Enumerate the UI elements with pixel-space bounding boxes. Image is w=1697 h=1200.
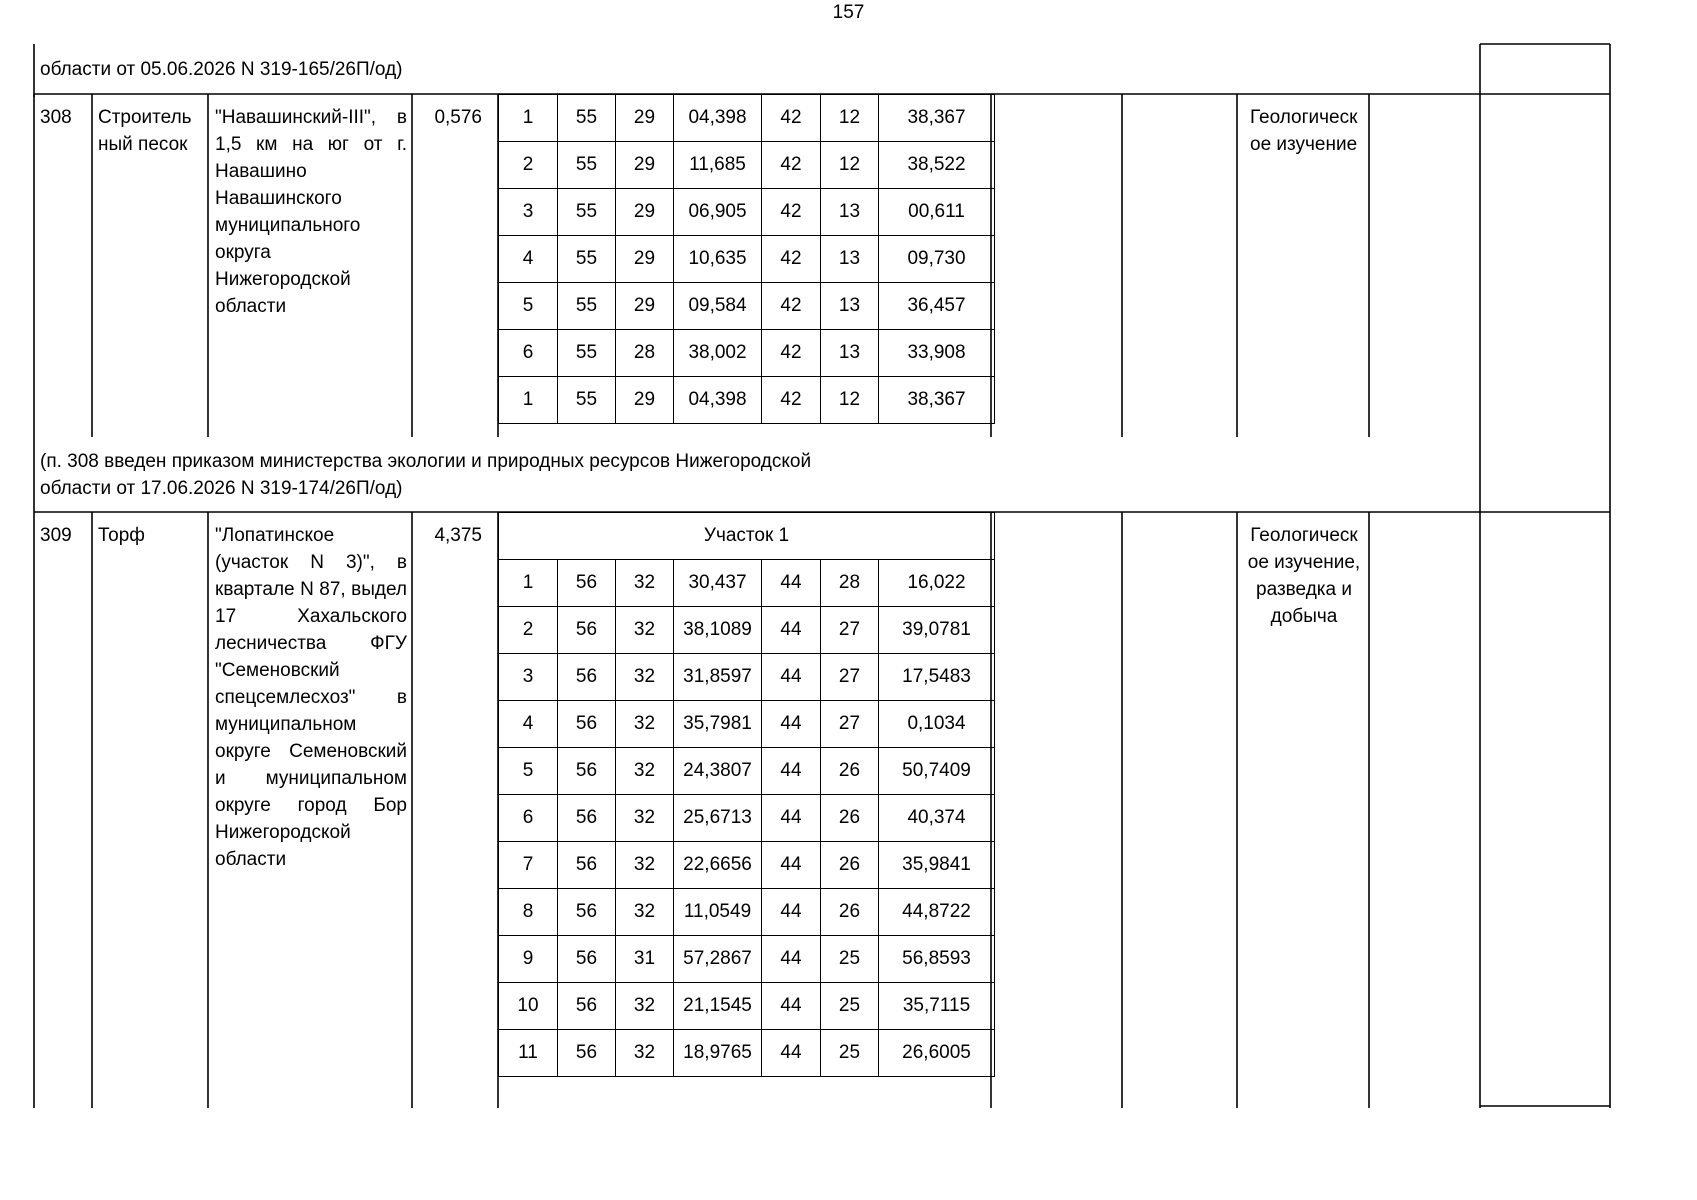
table-row bbox=[499, 889, 995, 936]
coord-cell-lat-deg: 55 bbox=[558, 189, 616, 236]
coord-cell-lon-sec: 39,0781 bbox=[879, 607, 995, 654]
table-row bbox=[499, 142, 995, 189]
coord-cell-lon-sec: 17,5483 bbox=[879, 654, 995, 701]
amendment-note-308-line-1: (п. 308 введен приказом министерства экологии и природных ресурсов Нижегородской bbox=[40, 451, 812, 472]
coord-cell-lat-deg: 56 bbox=[558, 1030, 616, 1077]
entry-309-area: 4,375 bbox=[434, 525, 482, 546]
coord-cell-lat-sec: 04,398 bbox=[674, 95, 762, 142]
coord-cell-point-number: 1 bbox=[499, 95, 558, 142]
coord-cell-lon-min: 13 bbox=[821, 330, 879, 377]
table-row bbox=[499, 560, 995, 607]
coord-cell-lon-sec: 33,908 bbox=[879, 330, 995, 377]
coord-cell-lon-deg: 44 bbox=[762, 889, 821, 936]
coord-cell-lon-min: 13 bbox=[821, 189, 879, 236]
coord-cell-point-number: 3 bbox=[499, 654, 558, 701]
table-row bbox=[499, 936, 995, 983]
table-row bbox=[499, 236, 995, 283]
coord-cell-lon-sec: 38,367 bbox=[879, 95, 995, 142]
coord-cell-lat-sec: 31,8597 bbox=[674, 654, 762, 701]
coord-cell-lat-deg: 55 bbox=[558, 330, 616, 377]
coord-cell-lat-sec: 18,9765 bbox=[674, 1030, 762, 1077]
coord-cell-lat-sec: 11,685 bbox=[674, 142, 762, 189]
coord-cell-point-number: 1 bbox=[499, 377, 558, 424]
coord-cell-lat-min: 29 bbox=[616, 283, 674, 330]
table-row bbox=[499, 283, 995, 330]
coord-cell-lat-deg: 56 bbox=[558, 889, 616, 936]
table-row bbox=[499, 654, 995, 701]
coord-cell-point-number: 11 bbox=[499, 1030, 558, 1077]
coord-cell-lat-sec: 38,1089 bbox=[674, 607, 762, 654]
coord-cell-lon-deg: 44 bbox=[762, 607, 821, 654]
coord-cell-lat-sec: 11,0549 bbox=[674, 889, 762, 936]
coord-cell-lon-deg: 42 bbox=[762, 330, 821, 377]
coord-cell-lat-sec: 09,584 bbox=[674, 283, 762, 330]
coord-cell-lat-sec: 22,6656 bbox=[674, 842, 762, 889]
coord-cell-lat-min: 32 bbox=[616, 701, 674, 748]
coord-cell-lat-min: 31 bbox=[616, 936, 674, 983]
table-row bbox=[499, 607, 995, 654]
entry-308-coordinates-table bbox=[498, 94, 995, 424]
coord-cell-lat-deg: 55 bbox=[558, 142, 616, 189]
coord-cell-lon-deg: 42 bbox=[762, 142, 821, 189]
coord-cell-lat-deg: 55 bbox=[558, 377, 616, 424]
table-row bbox=[499, 795, 995, 842]
coord-cell-lon-deg: 42 bbox=[762, 95, 821, 142]
coord-cell-lon-sec: 00,611 bbox=[879, 189, 995, 236]
coord-cell-lat-sec: 10,635 bbox=[674, 236, 762, 283]
coord-cell-lat-min: 29 bbox=[616, 95, 674, 142]
coord-cell-lat-min: 32 bbox=[616, 1030, 674, 1077]
coord-cell-point-number: 8 bbox=[499, 889, 558, 936]
table-row bbox=[499, 95, 995, 142]
coord-cell-lat-deg: 56 bbox=[558, 983, 616, 1030]
coord-cell-lat-deg: 56 bbox=[558, 748, 616, 795]
coord-cell-lat-min: 32 bbox=[616, 983, 674, 1030]
coord-cell-point-number: 4 bbox=[499, 236, 558, 283]
coord-cell-lat-sec: 35,7981 bbox=[674, 701, 762, 748]
coord-cell-lon-deg: 44 bbox=[762, 983, 821, 1030]
coord-cell-point-number: 9 bbox=[499, 936, 558, 983]
coord-cell-lon-sec: 40,374 bbox=[879, 795, 995, 842]
coord-cell-lat-min: 32 bbox=[616, 748, 674, 795]
coord-cell-point-number: 3 bbox=[499, 189, 558, 236]
coord-cell-lon-sec: 38,522 bbox=[879, 142, 995, 189]
coord-cell-lon-sec: 44,8722 bbox=[879, 889, 995, 936]
entry-308-purpose: Геологическ ое изучение bbox=[1250, 107, 1358, 155]
coord-cell-lon-deg: 44 bbox=[762, 654, 821, 701]
coord-cell-lon-min: 12 bbox=[821, 142, 879, 189]
entry-309-number: 309 bbox=[40, 525, 72, 546]
coord-cell-lat-deg: 55 bbox=[558, 95, 616, 142]
coord-cell-lat-min: 32 bbox=[616, 889, 674, 936]
coord-cell-lat-deg: 56 bbox=[558, 842, 616, 889]
coord-cell-point-number: 4 bbox=[499, 701, 558, 748]
coord-cell-lat-deg: 56 bbox=[558, 654, 616, 701]
coord-cell-lon-min: 27 bbox=[821, 701, 879, 748]
coord-cell-lon-min: 27 bbox=[821, 607, 879, 654]
coord-cell-point-number: 10 bbox=[499, 983, 558, 1030]
table-row bbox=[499, 330, 995, 377]
coord-cell-lon-sec: 35,7115 bbox=[879, 983, 995, 1030]
amendment-note-previous: области от 05.06.2026 N 319-165/26П/од) bbox=[40, 59, 403, 80]
coord-cell-lon-deg: 44 bbox=[762, 1030, 821, 1077]
coord-cell-lon-deg: 42 bbox=[762, 189, 821, 236]
coord-cell-lon-min: 13 bbox=[821, 283, 879, 330]
coord-cell-lat-min: 32 bbox=[616, 795, 674, 842]
table-row bbox=[499, 983, 995, 1030]
coord-cell-lat-min: 29 bbox=[616, 377, 674, 424]
coord-cell-lat-sec: 21,1545 bbox=[674, 983, 762, 1030]
coord-cell-lon-min: 26 bbox=[821, 889, 879, 936]
coord-cell-lat-min: 32 bbox=[616, 560, 674, 607]
coord-cell-lon-deg: 42 bbox=[762, 377, 821, 424]
coord-cell-lon-sec: 0,1034 bbox=[879, 701, 995, 748]
coord-cell-lon-min: 27 bbox=[821, 654, 879, 701]
entry-309-site-description: "Лопатинское (участок N 3)", в квартале N 87, выдел 17 Хахальского лесничества ФГУ "Семеновский спецсемлесхоз" в муниципальном округе Семеновский и муниципальном округе город Бор Нижегородской области bbox=[215, 525, 407, 870]
coord-cell-lon-min: 13 bbox=[821, 236, 879, 283]
coord-cell-lat-min: 32 bbox=[616, 654, 674, 701]
coord-cell-point-number: 2 bbox=[499, 607, 558, 654]
coord-cell-lon-min: 26 bbox=[821, 842, 879, 889]
coord-cell-lon-sec: 35,9841 bbox=[879, 842, 995, 889]
amendment-note-308-line-2: области от 17.06.2026 N 319-174/26П/од) bbox=[40, 478, 403, 499]
coord-cell-lon-min: 12 bbox=[821, 95, 879, 142]
entry-308-site-description: "Навашинский-III", в 1,5 км на юг от г. Навашино Навашинского муниципального округа Нижегородской области bbox=[215, 107, 407, 317]
coord-cell-lat-sec: 04,398 bbox=[674, 377, 762, 424]
page-number: 157 bbox=[832, 2, 865, 23]
coord-cell-lon-sec: 50,7409 bbox=[879, 748, 995, 795]
coord-cell-lon-deg: 44 bbox=[762, 701, 821, 748]
coord-cell-lon-min: 26 bbox=[821, 748, 879, 795]
coord-cell-lat-sec: 30,437 bbox=[674, 560, 762, 607]
coord-cell-point-number: 1 bbox=[499, 560, 558, 607]
table-row bbox=[499, 748, 995, 795]
entry-309-section-label: Участок 1 bbox=[499, 513, 995, 560]
coord-cell-lat-min: 28 bbox=[616, 330, 674, 377]
coord-cell-lon-deg: 42 bbox=[762, 283, 821, 330]
coord-cell-lat-deg: 56 bbox=[558, 795, 616, 842]
coord-cell-lon-min: 12 bbox=[821, 377, 879, 424]
coord-cell-lat-min: 29 bbox=[616, 142, 674, 189]
coord-cell-lon-deg: 42 bbox=[762, 236, 821, 283]
coord-cell-lon-deg: 44 bbox=[762, 560, 821, 607]
coord-cell-point-number: 5 bbox=[499, 748, 558, 795]
entry-309-coordinates-table bbox=[498, 512, 995, 1077]
coord-cell-lon-deg: 44 bbox=[762, 795, 821, 842]
entry-308-number: 308 bbox=[40, 107, 72, 128]
entry-309-purpose: Геологическ ое изучение, разведка и добыча bbox=[1247, 525, 1361, 627]
coord-cell-lat-sec: 57,2867 bbox=[674, 936, 762, 983]
coord-cell-lon-sec: 26,6005 bbox=[879, 1030, 995, 1077]
coord-cell-lat-min: 29 bbox=[616, 189, 674, 236]
coord-cell-lon-deg: 44 bbox=[762, 748, 821, 795]
coord-cell-lon-sec: 09,730 bbox=[879, 236, 995, 283]
coord-cell-lat-deg: 56 bbox=[558, 701, 616, 748]
coord-cell-lat-min: 29 bbox=[616, 236, 674, 283]
coord-cell-lon-deg: 44 bbox=[762, 842, 821, 889]
coord-cell-lon-sec: 56,8593 bbox=[879, 936, 995, 983]
table-row bbox=[499, 1030, 995, 1077]
coord-cell-point-number: 6 bbox=[499, 795, 558, 842]
table-row bbox=[499, 842, 995, 889]
coord-cell-lon-min: 25 bbox=[821, 983, 879, 1030]
coord-cell-lon-min: 25 bbox=[821, 1030, 879, 1077]
table-row bbox=[499, 701, 995, 748]
coord-cell-lat-min: 32 bbox=[616, 607, 674, 654]
coord-cell-lat-deg: 56 bbox=[558, 936, 616, 983]
coord-cell-lat-deg: 56 bbox=[558, 607, 616, 654]
coord-cell-lon-min: 25 bbox=[821, 936, 879, 983]
coord-cell-point-number: 7 bbox=[499, 842, 558, 889]
coord-cell-lat-min: 32 bbox=[616, 842, 674, 889]
coord-cell-lat-deg: 55 bbox=[558, 236, 616, 283]
coord-cell-lon-deg: 44 bbox=[762, 936, 821, 983]
entry-309-mineral: Торф bbox=[98, 525, 145, 546]
coord-cell-lat-sec: 25,6713 bbox=[674, 795, 762, 842]
table-row bbox=[499, 377, 995, 424]
coord-cell-lat-sec: 06,905 bbox=[674, 189, 762, 236]
coord-cell-lat-deg: 55 bbox=[558, 283, 616, 330]
coord-cell-lon-sec: 16,022 bbox=[879, 560, 995, 607]
coord-cell-point-number: 6 bbox=[499, 330, 558, 377]
entry-308-mineral: Строитель ный песок bbox=[98, 107, 192, 155]
coord-cell-lon-min: 28 bbox=[821, 560, 879, 607]
table-row bbox=[499, 189, 995, 236]
coord-cell-lon-min: 26 bbox=[821, 795, 879, 842]
coord-cell-lat-sec: 38,002 bbox=[674, 330, 762, 377]
coord-cell-lat-deg: 56 bbox=[558, 560, 616, 607]
entry-308-area: 0,576 bbox=[434, 107, 482, 128]
coord-cell-point-number: 5 bbox=[499, 283, 558, 330]
coord-cell-lat-sec: 24,3807 bbox=[674, 748, 762, 795]
coord-cell-point-number: 2 bbox=[499, 142, 558, 189]
coord-cell-lon-sec: 38,367 bbox=[879, 377, 995, 424]
coord-cell-lon-sec: 36,457 bbox=[879, 283, 995, 330]
